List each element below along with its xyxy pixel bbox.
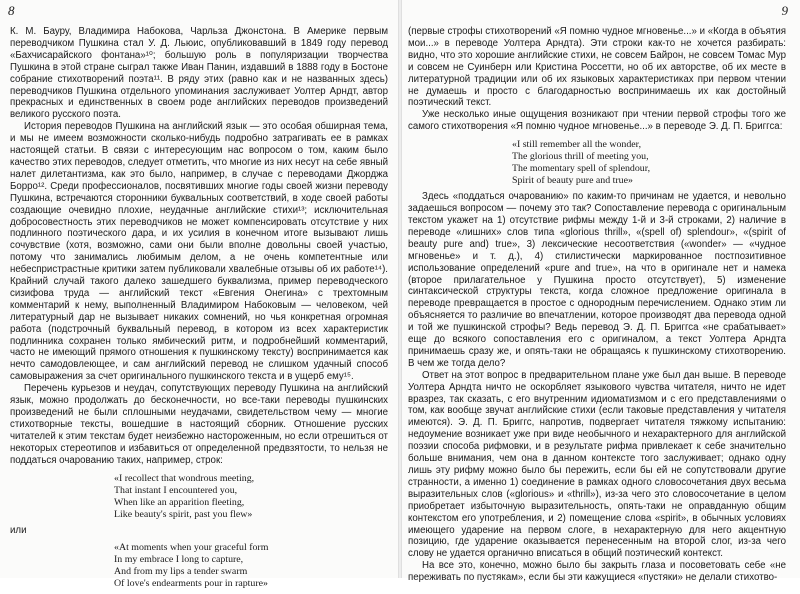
verse-line: Of love's endearments pour in rapture»: [114, 578, 268, 590]
paragraph: К. М. Бауру, Владимира Набокова, Чарльза Джонстона. В Америке первым переводчиком Пушкина стал У. Д. Льюис, опубликовавший в 1849 году перевод «Бахчисарайского фонтана»¹⁰; большую роль в популяризации творчества Пушкина в этой стране сыграл также Иван Панин, издавший в 1888 году в Бостоне собрание стихотворений поэта¹¹. В ряду этих (равно как и не названных здесь) переводчиков Пушкина отдельного упоминания заслуживает Уолтер Арндт, автор прекрасных и единственных в своем роде английских переводов произведений великого русского поэта.: [10, 26, 388, 121]
paragraph: Здесь «поддаться очарованию» по каким-то причинам не удается, и невольно задаешься вопросом — почему это так? Сопоставление перевода с оригинальным текстом укажет на 1) отсутствие рифмы между 1-й и 3-й строками, 2) наличие в переводе «лишних» слов типа «glorious thrill», «(spell of) splendour», «(spirit of beauty pure and) true», 3) лексические несоответствия («wonder» — «чудное мгновенье» и т. д.), 4) стилистически маркированное постпозитивное использование определений «pure and true», на что в оригинале нет и намека (второе прилагательное у Пушкина просто отсутствует), 5) изменение синтаксической структуры текста, когда сложное предложение оригинала в переводе превращается в простое с однородным перечислением. Однако этим ли объясняется то различие во впечатлении, которое производят два перевода одной и той же пушкинской строфы? Ведь перевод Э. Д. П. Бриггса «не срабатывает» еще до всякого сопоставления его с оригиналом, а текст Уолтера Арндта принимаешь сразу же, и опять-таки не обращаясь к пушкинскому стихотворению. В чем же тогда дело?: [408, 191, 786, 369]
poem-quote: [114, 473, 388, 521]
page-number: 9: [781, 3, 788, 18]
verse-line: «At moments when your graceful form: [114, 542, 269, 554]
paragraph: Уже несколько иные ощущения возникают при чтении первой строфы того же самого стихотворения «Я помню чудное мгновенье...» в переводе Э. Д. П. Бриггса:: [408, 109, 786, 133]
right-page: [402, 0, 800, 584]
verse-line: Like beauty's spirit, past you flew»: [114, 508, 253, 520]
verse-line: The glorious thrill of meeting you,: [512, 151, 649, 163]
verse-line: When like an apparition fleeting,: [114, 496, 245, 508]
poem-quote: [114, 542, 388, 590]
paragraph: Ответ на этот вопрос в предварительном плане уже был дан выше. В переводе Уолтера Арндта ничто не оскорбляет языкового чувства читателя, ничто не идет вразрез, так сказать, с его внутренним идиоматизмом и с его представлениями о том, как вообще звучат английские стихи (если таковые представления у читателя имеются). Э. Д. П. Бриггс, напротив, подвергает читателя тяжкому испытанию: недоумение возникает уже при виде необычного и нехарактерного для английской поэзии способа рифмовки, и в результате рифма привлекает к себе значительно больше внимания, чем она в данном контексте того заслуживает; однако одну лишь эту рифму можно было бы пережить, если бы ей не сопутствовали другие странности, а именно 1) соединение в рамках одного словосочетания двух весьма выразительных слов («glorious» и «thrill»), из-за чего это словосочетание в целом приобретает избыточную выразительность, опять-таки не оправданную общим контекстом его употребления, и 2) помещение слова «spirit», в обычных условиях имеющего ударение на первом слоге, в нехарактерную для него акцентную позицию, где ударение оказывается перенесенным на второй слог, из-за чего слову не удается органично вписаться в общий поэтический контекст.: [408, 369, 786, 560]
left-page: [0, 0, 398, 590]
verse-line: The momentary spell of splendour,: [512, 163, 651, 175]
verse-line: «I recollect that wondrous meeting,: [114, 472, 255, 484]
paragraph: На все это, конечно, можно было бы закрыть глаза и посоветовать себе «не переживать по пустякам», если бы эти кажущиеся «пустяки» не делали стихотво-: [408, 560, 786, 584]
paragraph: История переводов Пушкина на английский язык — это особая обширная тема, и мы не имеем возможности сколько-нибудь подробно затрагивать ее в рамках настоящей статьи. В связи с интересующим нас вопросом о том, каким было качество этих переводов, следует отметить, что многие из них несут на себе явный налет дилетантизма, как это было, например, в случае с переводами Джорджа Борро¹². Среди профессионалов, посвятивших многие годы своей жизни переводу Пушкина, встречаются сторонники буквальных соответствий, в ходе своей работы создающие очевидно плохие, неудачные английские стихи¹³; исключительная добросовестность этих переводчиков не может компенсировать отсутствие у них подлинного поэтического дара, и их усилия в конечном итоге вызывают лишь сочувствие (хотя, возможно, сами они были вполне довольны своей участью, потому что занимались любимым делом, а не очень компетентные или небеспристрастные критики затем публиковали хвалебные отзывы об их работе¹⁴). Крайний случай такого далеко зашедшего буквализма, пример переводческого сизифова труда — английский текст «Евгения Онегина» с трехтомным комментарий к нему, выполненный Владимиром Набоковым — человеком, чей литературный дар не вызывает никаких сомнений, но чья конкретная огромная работа (подстрочный буквальный перевод, в котором из всех характеристик подлинника сохранен только ямбический ритм, и подробнейший комментарий, часто не имеющий прямого отношения к пушкинскому тексту) воспринимается как нечто самодовлеющее, и сам английский перевод не слишком удачный способ самовыражения за счет оригинального пушкинского текста и в ущерб ему¹⁵.: [10, 121, 388, 383]
verse-line: Spirit of beauty pure and true»: [512, 175, 633, 187]
page-number: 8: [8, 3, 15, 18]
paragraph: Перечень курьезов и неудач, сопутствующих переводу Пушкина на английский язык, можно продолжать до бесконечности, но все-таки переводы пушкинских произведений не были сплошными неудачами, свидетельством чему — многие стихотворные тексты, вошедшие в настоящий сборник. Отношение русских читателей к этим текстам будет неизбежно настороженным, но если отрешиться от некоторых стереотипов и избавиться от определенной предвзятости, то нельзя не поддаться очарованию таких, например, строк:: [10, 383, 388, 466]
poem-quote: [512, 139, 786, 187]
left-page-text: [10, 26, 388, 594]
conjunction-text: или: [10, 524, 27, 536]
paragraph: (первые строфы стихотворений «Я помню чудное мгновенье...» и «Когда в объятия мои...» в переводе Уолтера Арндта). Эти строки как-то не хочется разбирать: видно, что это хорошие английские стихи, не совсем Байрон, не совсем Томас Мур и совсем не Суинберн или Кристина Россетти, но об их авторстве, об их месте в литературной традиции или об их языковых характеристиках при первом чтении не думаешь и просто с благодарностью воспринимаешь их как достойный поэтический текст.: [408, 26, 786, 109]
right-page-text: [408, 26, 786, 584]
verse-line: That instant I encountered you,: [114, 484, 238, 496]
verse-line: And from my lips a tender swarm: [114, 566, 248, 578]
verse-line: «I still remember all the wonder,: [512, 139, 642, 151]
verse-line: In my embrace I long to capture,: [114, 554, 244, 566]
